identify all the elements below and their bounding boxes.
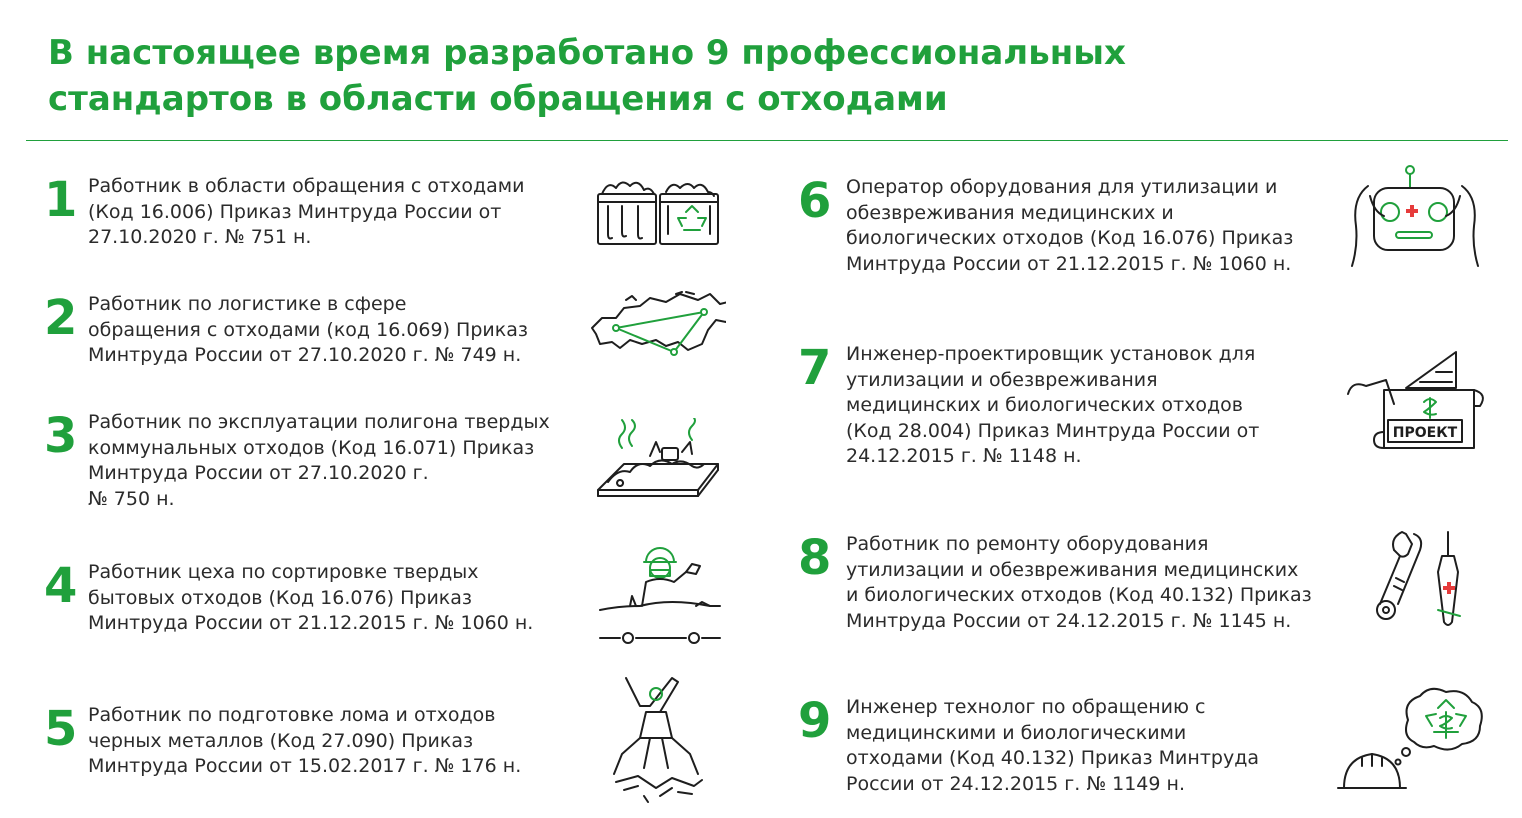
- item-line: утилизации и обезвреживания: [846, 368, 1158, 391]
- item-line: Минтруда России от 21.12.2015 г. № 1060 н.: [88, 612, 534, 634]
- item-line: Минтруда России от 27.10.2020 г. № 749 н.: [88, 344, 522, 366]
- item-description: [846, 175, 1293, 277]
- title-line: стандартов в области обращения с отходами: [48, 79, 948, 119]
- item-description: [846, 695, 1259, 797]
- title-line: В настоящее время разработано 9 профессиональных: [48, 33, 1126, 73]
- sorting-worker-icon: [596, 540, 726, 654]
- title-divider: [26, 140, 1508, 141]
- item-line: Инженер-проектировщик установок для: [846, 343, 1256, 365]
- item-line: обращения с отходами (код 16.069) Приказ: [88, 318, 528, 341]
- item-number: 1: [44, 172, 78, 228]
- project-blueprint-icon: [1344, 348, 1490, 458]
- landfill-icon: [594, 418, 728, 504]
- item-line: Минтруда России от 15.02.2017 г. № 176 н.: [88, 755, 522, 777]
- item-line: (Код 16.006) Приказ Минтруда России от: [88, 200, 502, 223]
- project-label: ПРОЕКТ: [1392, 425, 1458, 441]
- item-description: [88, 292, 528, 369]
- wrench-screwdriver-icon: [1372, 526, 1472, 638]
- item-number: 8: [798, 530, 832, 586]
- item-number: 9: [798, 693, 832, 749]
- waste-bins-icon: [594, 172, 722, 252]
- item-line: Работник по логистике в сфере: [88, 293, 407, 315]
- hardhat-idea-icon: [1334, 686, 1504, 800]
- item-line: обезвреживания медицинских и: [846, 201, 1174, 224]
- item-line: 27.10.2020 г. № 751 н.: [88, 226, 312, 248]
- item-line: Работник по ремонту оборудования: [846, 533, 1209, 555]
- item-line: Работник цеха по сортировке твердых: [88, 561, 479, 583]
- item-line: Работник по подготовке лома и отходов: [88, 704, 496, 726]
- item-description: [846, 342, 1259, 470]
- item-description: [88, 174, 524, 251]
- item-line: (Код 28.004) Приказ Минтруда России от: [846, 419, 1260, 442]
- item-number: 5: [44, 701, 78, 757]
- item-line: Инженер технолог по обращению с: [846, 696, 1206, 718]
- item-line: медицинских и биологических отходов: [846, 394, 1243, 416]
- page-title: [48, 30, 1348, 122]
- item-line: утилизации и обезвреживания медицинских: [846, 558, 1299, 581]
- scrap-grabber-icon: [604, 672, 714, 808]
- item-line: и биологических отходов (Код 40.132) Приказ: [846, 584, 1312, 606]
- item-number: 6: [798, 173, 832, 229]
- item-line: черных металлов (Код 27.090) Приказ: [88, 729, 474, 752]
- item-line: Минтруда России от 27.10.2020 г.: [88, 462, 429, 484]
- item-line: коммунальных отходов (Код 16.071) Приказ: [88, 436, 535, 459]
- item-line: отходами (Код 40.132) Приказ Минтруда: [846, 747, 1259, 769]
- item-line: 24.12.2015 г. № 1148 н.: [846, 445, 1082, 467]
- item-line: медицинскими и биологическими: [846, 721, 1187, 744]
- item-line: Работник по эксплуатации полигона твердых: [88, 411, 550, 433]
- item-line: Минтруда России от 24.12.2015 г. № 1145 н.: [846, 609, 1292, 632]
- item-description: [88, 560, 533, 637]
- item-number: 2: [44, 290, 78, 346]
- item-number: 3: [44, 408, 78, 464]
- russia-map-route-icon: [586, 288, 726, 368]
- item-number: 4: [44, 558, 78, 614]
- remote-control-icon: [1346, 162, 1484, 286]
- item-number: 7: [798, 340, 832, 396]
- item-line: биологических отходов (Код 16.076) Приказ: [846, 227, 1294, 249]
- item-line: России от 24.12.2015 г. № 1149 н.: [846, 772, 1185, 795]
- item-description: [88, 703, 521, 780]
- item-line: № 750 н.: [88, 487, 175, 510]
- item-line: Работник в области обращения с отходами: [88, 175, 525, 197]
- item-description: [88, 410, 550, 512]
- item-line: бытовых отходов (Код 16.076) Приказ: [88, 586, 473, 609]
- item-line: Оператор оборудования для утилизации и: [846, 176, 1278, 198]
- item-line: Минтруда России от 21.12.2015 г. № 1060 н.: [846, 252, 1292, 275]
- item-description: [846, 532, 1312, 634]
